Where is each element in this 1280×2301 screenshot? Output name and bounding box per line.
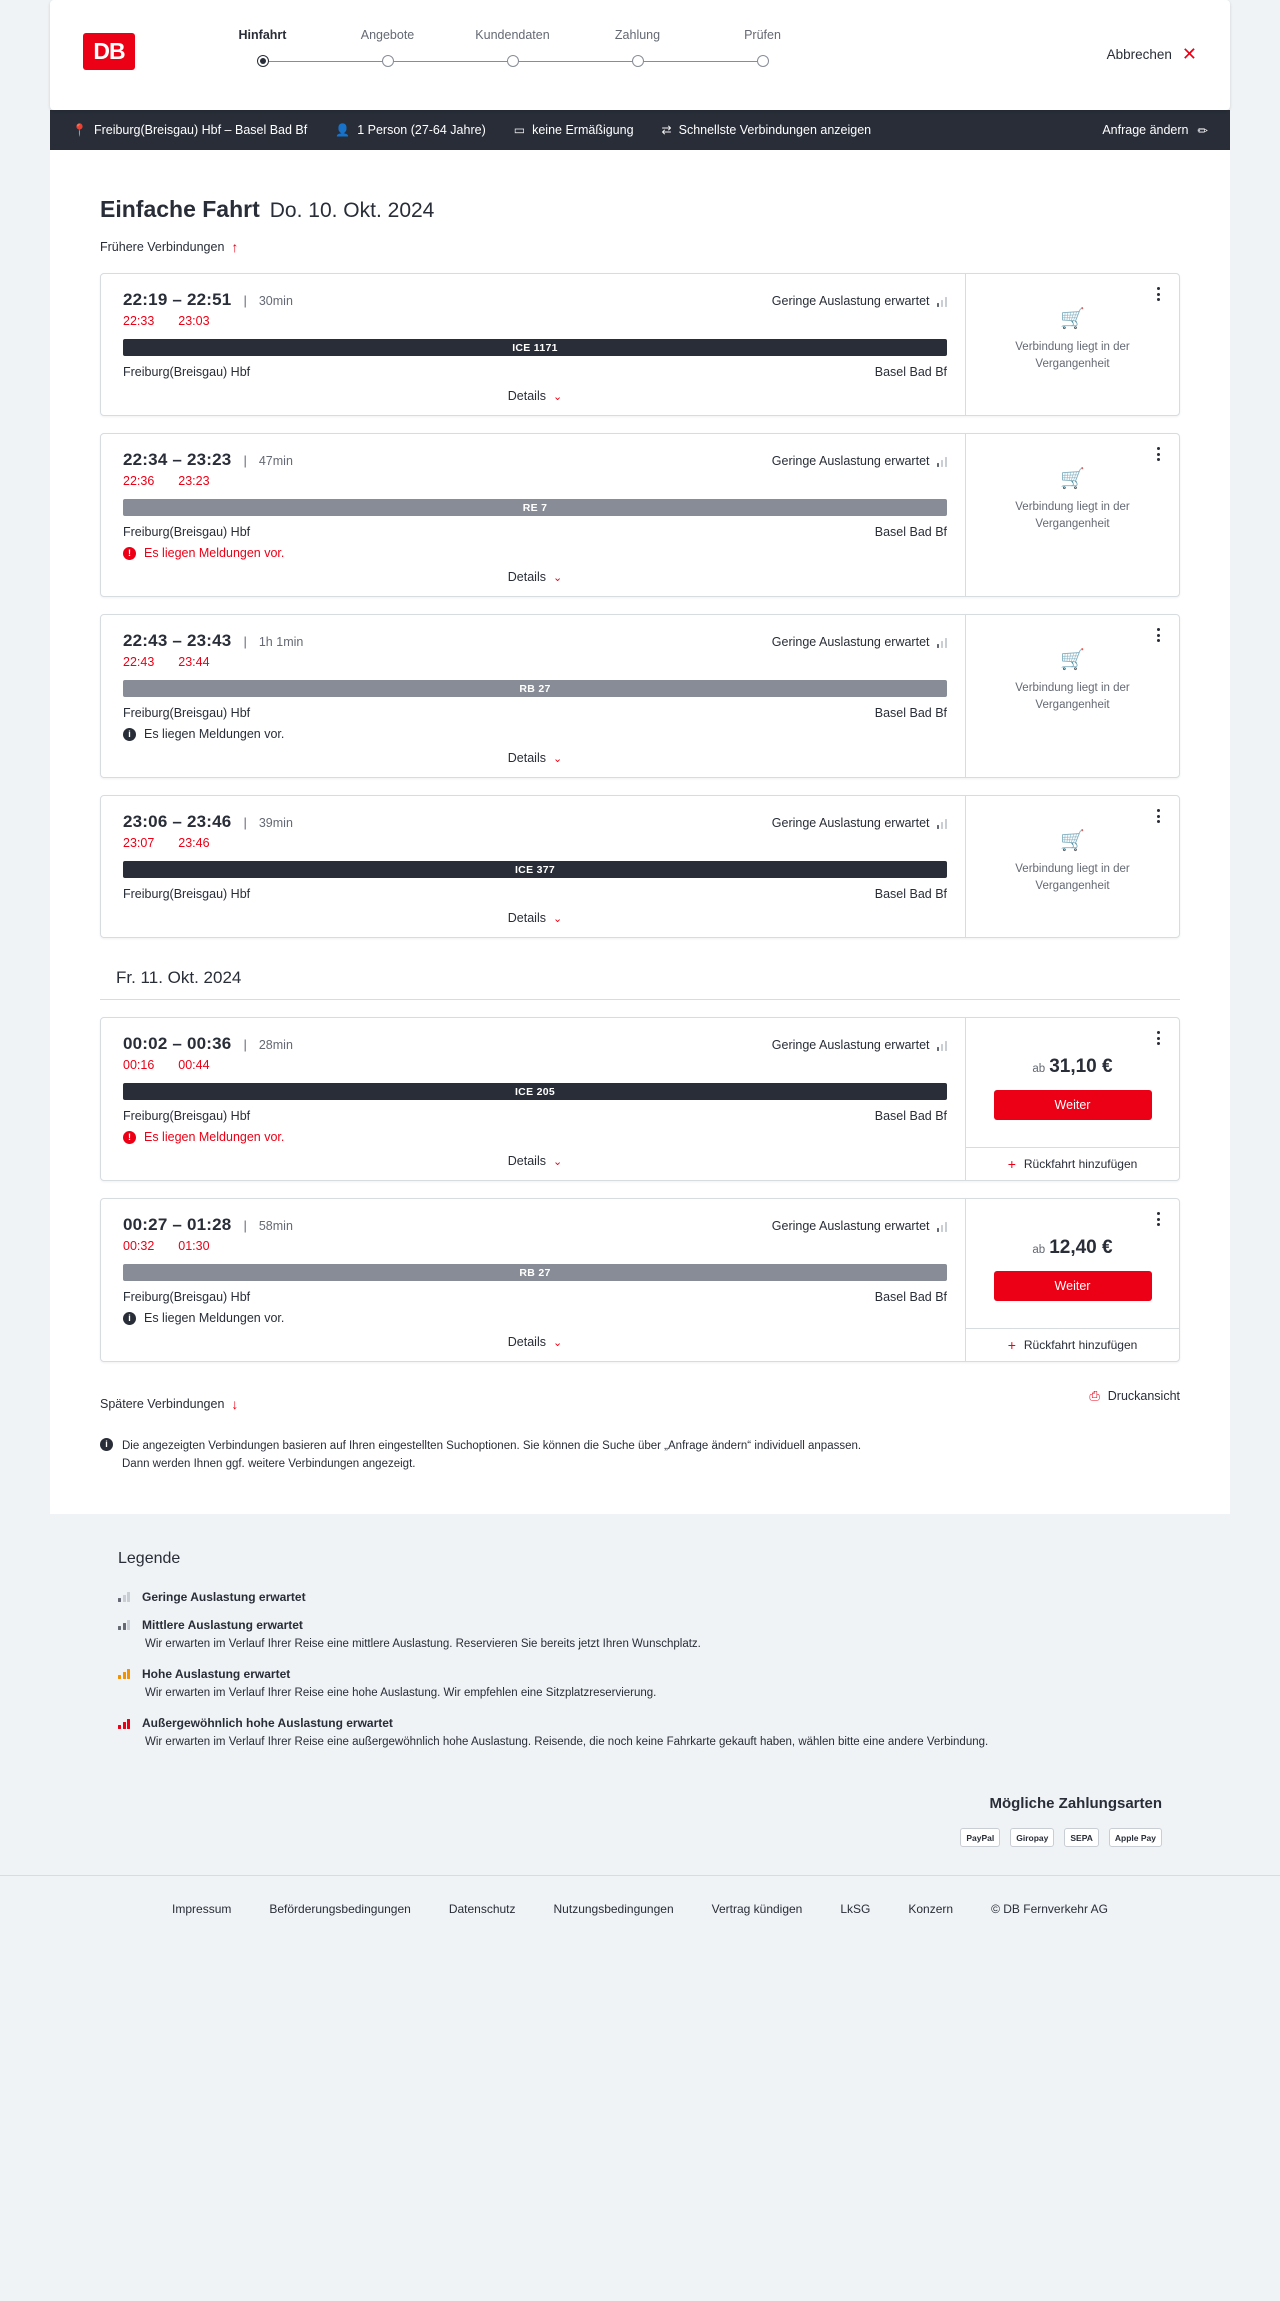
- price-value: ab 31,10 €: [1032, 1056, 1113, 1077]
- utilization-label: Geringe Auslastung erwartet: [771, 1219, 930, 1233]
- print-view-label: Druckansicht: [1107, 1389, 1180, 1403]
- utilization-label: Geringe Auslastung erwartet: [771, 1038, 930, 1052]
- later-connections-label: Spätere Verbindungen: [100, 1397, 225, 1411]
- realtime-departure: 00:32: [123, 1239, 155, 1253]
- past-connection-text: Verbindung liegt in der Vergangenheit: [1015, 682, 1130, 711]
- cart-disabled-icon: 🛒: [1060, 468, 1085, 490]
- step-dot-icon: [507, 55, 519, 67]
- connection-details: [101, 274, 965, 415]
- more-options-icon[interactable]: [1149, 444, 1167, 464]
- details-toggle[interactable]: [123, 911, 947, 927]
- close-icon: ✕: [1181, 44, 1197, 64]
- train-number-bar: ICE 377: [123, 861, 947, 878]
- connection-message: [123, 1311, 947, 1325]
- connection-times: 22:19 – 22:51: [123, 290, 232, 309]
- details-toggle[interactable]: [123, 1335, 947, 1351]
- pencil-icon: ✏: [1197, 123, 1208, 138]
- legend-section: [0, 1514, 1280, 1796]
- info-icon: i: [100, 1438, 113, 1451]
- card-icon: ▭: [513, 123, 526, 137]
- utilization-bars-icon: [937, 456, 948, 467]
- past-connection-text: Verbindung liegt in der Vergangenheit: [1015, 501, 1130, 530]
- connection-duration: 28min: [258, 1038, 293, 1052]
- realtime-departure: 00:16: [123, 1058, 155, 1072]
- connection-realtime: [123, 1058, 947, 1072]
- connection-message-text: Es liegen Meldungen vor.: [144, 727, 285, 741]
- add-return-label: Rückfahrt hinzufügen: [1023, 1338, 1138, 1352]
- more-options-icon[interactable]: [1149, 625, 1167, 645]
- more-options-icon[interactable]: [1149, 284, 1167, 304]
- details-label: Details: [507, 751, 546, 765]
- summary-sorting[interactable]: [662, 123, 872, 137]
- realtime-arrival: 23:46: [178, 836, 210, 850]
- utilization-label: Geringe Auslastung erwartet: [771, 294, 930, 308]
- day-separator: Fr. 11. Okt. 2024: [100, 968, 1180, 1000]
- results-section: [50, 150, 1230, 1514]
- connection-card[interactable]: [100, 1017, 1180, 1181]
- legend-item: [118, 1590, 1162, 1604]
- step-label: Zahlung: [614, 28, 661, 42]
- divider: |: [243, 1218, 247, 1233]
- connection-list-day1: [100, 273, 1180, 938]
- details-label: Details: [507, 1335, 546, 1349]
- connection-utilization: [772, 294, 947, 308]
- connection-booking-panel: [965, 615, 1179, 777]
- utilization-bars-icon: [118, 1619, 130, 1630]
- utilization-bars-icon: [937, 818, 948, 829]
- footer-link[interactable]: Vertrag kündigen: [711, 1902, 803, 1917]
- connection-duration: 47min: [258, 454, 293, 468]
- print-view-button[interactable]: [1089, 1388, 1180, 1404]
- connection-card[interactable]: [100, 1198, 1180, 1362]
- details-toggle[interactable]: [123, 570, 947, 586]
- connection-duration: 58min: [258, 1219, 293, 1233]
- utilization-label: Geringe Auslastung erwartet: [771, 635, 930, 649]
- arrow-down-icon: ↓: [231, 1396, 239, 1412]
- step-pruefen[interactable]: [700, 28, 825, 76]
- chevron-down-icon: ⌄: [553, 390, 563, 403]
- checkout-steps: [200, 28, 825, 76]
- connection-details: [101, 1199, 965, 1361]
- connection-booking-panel: [965, 1199, 1179, 1361]
- alert-icon: !: [123, 547, 136, 560]
- connection-booking-panel: [965, 434, 1179, 596]
- connection-realtime: [123, 314, 947, 328]
- summary-passengers-label: 1 Person (27-64 Jahre): [357, 123, 486, 137]
- page-title: [100, 150, 1180, 223]
- connection-message: [123, 546, 947, 560]
- connection-details: [101, 796, 965, 937]
- utilization-bars-icon: [118, 1668, 130, 1679]
- train-number-bar: RB 27: [123, 680, 947, 697]
- connection-times: 00:02 – 00:36: [123, 1034, 232, 1053]
- summary-route[interactable]: [72, 123, 307, 137]
- station-from: Freiburg(Breisgau) Hbf: [123, 525, 251, 539]
- utilization-bars-icon: [937, 637, 948, 648]
- app-header: [50, 0, 1230, 110]
- payment-icons: [118, 1828, 1162, 1847]
- station-to: Basel Bad Bf: [874, 1290, 947, 1304]
- legend-item: [118, 1716, 1162, 1751]
- connection-realtime: [123, 474, 947, 488]
- details-label: Details: [507, 389, 546, 403]
- utilization-bars-icon: [937, 296, 948, 307]
- legend-item-title: Geringe Auslastung erwartet: [142, 1589, 306, 1604]
- connection-utilization: [772, 1038, 947, 1052]
- legend-item-title: Hohe Auslastung erwartet: [142, 1666, 291, 1681]
- cart-disabled-icon: 🛒: [1060, 649, 1085, 671]
- connection-utilization: [772, 816, 947, 830]
- realtime-arrival: 23:03: [178, 314, 210, 328]
- realtime-arrival: 23:44: [178, 655, 210, 669]
- connection-utilization: [772, 1219, 947, 1233]
- station-from: Freiburg(Breisgau) Hbf: [123, 1290, 251, 1304]
- alert-icon: !: [123, 1131, 136, 1144]
- station-to: Basel Bad Bf: [874, 525, 947, 539]
- connection-list-day2: [100, 1017, 1180, 1362]
- summary-passengers[interactable]: [335, 123, 486, 137]
- step-angebote[interactable]: [325, 28, 450, 76]
- step-zahlung[interactable]: [575, 28, 700, 76]
- step-label: Angebote: [360, 28, 415, 42]
- connection-times: 23:06 – 23:46: [123, 812, 232, 831]
- connection-stations: [123, 365, 947, 379]
- connection-realtime: [123, 836, 947, 850]
- train-number-bar: ICE 205: [123, 1083, 947, 1100]
- swap-icon: ⇄: [661, 123, 672, 137]
- add-return-button[interactable]: [966, 1147, 1179, 1180]
- connection-duration: 30min: [258, 294, 293, 308]
- utilization-label: Geringe Auslastung erwartet: [771, 816, 930, 830]
- connection-stations: [123, 887, 947, 901]
- realtime-departure: 22:33: [123, 314, 155, 328]
- trip-date-label: Do. 10. Okt. 2024: [269, 199, 435, 222]
- realtime-departure: 23:07: [123, 836, 155, 850]
- cancel-label: Abbrechen: [1106, 46, 1172, 62]
- footer-link[interactable]: LkSG: [840, 1902, 871, 1917]
- step-hinfahrt[interactable]: [200, 28, 325, 76]
- connection-times: 22:34 – 23:23: [123, 450, 232, 469]
- connection-card[interactable]: [100, 614, 1180, 778]
- chevron-down-icon: ⌄: [553, 1336, 563, 1349]
- payment-method-icon: Apple Pay: [1109, 1828, 1162, 1847]
- search-summary-bar: [50, 110, 1230, 150]
- chevron-down-icon: ⌄: [553, 1155, 563, 1168]
- step-label: Hinfahrt: [238, 28, 287, 42]
- connection-duration: 39min: [258, 816, 293, 830]
- connection-details: [101, 615, 965, 777]
- legend-title: Legende: [118, 1549, 181, 1567]
- connection-card[interactable]: [100, 273, 1180, 416]
- step-label: Prüfen: [744, 28, 781, 42]
- payment-title: Mögliche Zahlungsarten: [989, 1795, 1162, 1813]
- details-toggle[interactable]: [123, 751, 947, 767]
- step-dot-icon: [257, 55, 269, 67]
- connection-message: [123, 1130, 947, 1144]
- continue-button[interactable]: Weiter: [994, 1090, 1152, 1120]
- step-dot-icon: [757, 55, 769, 67]
- footer-link[interactable]: Impressum: [172, 1902, 232, 1917]
- connection-details: [101, 434, 965, 596]
- divider: |: [243, 293, 247, 308]
- connection-times: 00:27 – 01:28: [123, 1215, 232, 1234]
- arrow-up-icon: ↑: [231, 239, 239, 255]
- legend-item-desc: Wir erwarten im Verlauf Ihrer Reise eine hohe Auslastung. Wir empfehlen eine Sitzplatzreservierung.: [145, 1686, 657, 1699]
- utilization-bars-icon: [937, 1221, 948, 1232]
- station-from: Freiburg(Breisgau) Hbf: [123, 706, 251, 720]
- more-options-icon[interactable]: [1149, 806, 1167, 826]
- details-label: Details: [507, 911, 546, 925]
- utilization-bars-icon: [118, 1718, 130, 1729]
- earlier-connections-button[interactable]: [100, 239, 238, 255]
- summary-discount-label: keine Ermäßigung: [532, 123, 634, 137]
- realtime-arrival: 01:30: [178, 1239, 210, 1253]
- step-label: Kundendaten: [475, 28, 550, 42]
- location-pin-icon: 📍: [72, 123, 87, 137]
- cart-disabled-icon: 🛒: [1060, 308, 1085, 330]
- more-options-icon[interactable]: [1149, 1028, 1167, 1048]
- legend-item-desc: Wir erwarten im Verlauf Ihrer Reise eine außergewöhnlich hohe Auslastung. Reisende, die noch keine Fahrkarte gekauft haben, wählen bitte eine andere Verbindung.: [145, 1736, 989, 1749]
- legend-item: [118, 1667, 1162, 1702]
- payment-method-icon: Giropay: [1010, 1828, 1054, 1847]
- page-footer: [0, 1875, 1280, 1950]
- connection-realtime: [123, 1239, 947, 1253]
- db-logo: DB: [83, 33, 135, 70]
- connection-card[interactable]: [100, 795, 1180, 938]
- station-to: Basel Bad Bf: [874, 365, 947, 379]
- legend-item-title: Mittlere Auslastung erwartet: [142, 1617, 303, 1632]
- continue-button[interactable]: Weiter: [994, 1271, 1152, 1301]
- chevron-down-icon: ⌄: [553, 912, 563, 925]
- more-options-icon[interactable]: [1149, 1209, 1167, 1229]
- realtime-departure: 22:43: [123, 655, 155, 669]
- past-connection-text: Verbindung liegt in der Vergangenheit: [1015, 863, 1130, 892]
- footer-links: [50, 1902, 1230, 1916]
- station-to: Basel Bad Bf: [874, 1109, 947, 1123]
- train-number-bar: ICE 1171: [123, 339, 947, 356]
- legend-list: [118, 1590, 1162, 1752]
- footer-link[interactable]: Datenschutz: [448, 1902, 516, 1917]
- step-kundendaten[interactable]: [450, 28, 575, 76]
- divider: |: [243, 453, 247, 468]
- info-icon: i: [123, 1312, 136, 1325]
- connection-times: 22:43 – 23:43: [123, 631, 232, 650]
- details-label: Details: [507, 1154, 546, 1168]
- step-dot-icon: [382, 55, 394, 67]
- footer-link[interactable]: Nutzungsbedingungen: [553, 1902, 674, 1917]
- divider: |: [243, 1037, 247, 1052]
- trip-type-label: Einfache Fahrt: [100, 196, 260, 222]
- station-from: Freiburg(Breisgau) Hbf: [123, 365, 251, 379]
- footer-copyright: © DB Fernverkehr AG: [991, 1902, 1108, 1917]
- earlier-connections-label: Frühere Verbindungen: [100, 240, 225, 254]
- realtime-departure: 22:36: [123, 474, 155, 488]
- footer-link[interactable]: Konzern: [908, 1902, 954, 1917]
- printer-icon: ⎙: [1089, 1388, 1100, 1403]
- plus-icon: +: [1007, 1337, 1016, 1353]
- details-toggle[interactable]: [123, 389, 947, 405]
- payment-method-icon: SEPA: [1064, 1828, 1099, 1847]
- past-connection-text: Verbindung liegt in der Vergangenheit: [1015, 341, 1130, 370]
- details-label: Details: [507, 570, 546, 584]
- add-return-label: Rückfahrt hinzufügen: [1023, 1157, 1138, 1171]
- add-return-button[interactable]: [966, 1328, 1179, 1361]
- divider: |: [243, 634, 247, 649]
- chevron-down-icon: ⌄: [553, 571, 563, 584]
- connection-duration: 1h 1min: [258, 635, 304, 649]
- summary-sorting-label: Schnellste Verbindungen anzeigen: [678, 123, 872, 137]
- station-to: Basel Bad Bf: [874, 706, 947, 720]
- footer-link[interactable]: Beförderungsbedingungen: [269, 1902, 411, 1917]
- search-note-text: Die angezeigten Verbindungen basieren auf Ihren eingestellten Suchoptionen. Sie können die Suche über „Anfrage ändern“ individuell anpassen. Dann werden Ihnen ggf. weitere Verbindungen angezeigt.: [122, 1440, 862, 1470]
- station-from: Freiburg(Breisgau) Hbf: [123, 887, 251, 901]
- legend-item: [118, 1618, 1162, 1653]
- station-from: Freiburg(Breisgau) Hbf: [123, 1109, 251, 1123]
- connection-stations: [123, 1290, 947, 1304]
- connection-message-text: Es liegen Meldungen vor.: [144, 546, 285, 560]
- info-icon: i: [123, 728, 136, 741]
- legend-item-desc: Wir erwarten im Verlauf Ihrer Reise eine mittlere Auslastung. Reservieren Sie bereits jetzt Ihren Wunschplatz.: [145, 1637, 701, 1650]
- plus-icon: +: [1007, 1156, 1016, 1172]
- realtime-arrival: 23:23: [178, 474, 210, 488]
- cancel-button[interactable]: [1107, 45, 1197, 63]
- details-toggle[interactable]: [123, 1154, 947, 1170]
- utilization-bars-icon: [937, 1040, 948, 1051]
- summary-route-label: Freiburg(Breisgau) Hbf – Basel Bad Bf: [93, 123, 308, 137]
- connection-message-text: Es liegen Meldungen vor.: [144, 1130, 285, 1144]
- summary-discount[interactable]: [514, 123, 634, 137]
- person-icon: 👤: [335, 123, 351, 137]
- connection-booking-panel: [965, 796, 1179, 937]
- connection-booking-panel: [965, 1018, 1179, 1180]
- connection-stations: [123, 706, 947, 720]
- station-to: Basel Bad Bf: [874, 887, 947, 901]
- connection-card[interactable]: [100, 433, 1180, 597]
- connection-message: [123, 727, 947, 741]
- change-request-button[interactable]: [1102, 123, 1208, 138]
- divider: |: [243, 815, 247, 830]
- connection-stations: [123, 1109, 947, 1123]
- connection-utilization: [772, 454, 947, 468]
- chevron-down-icon: ⌄: [553, 752, 563, 765]
- utilization-bars-icon: [118, 1591, 130, 1602]
- later-connections-button[interactable]: [100, 1396, 238, 1412]
- legend-item-title: Außergewöhnlich hohe Auslastung erwartet: [142, 1716, 393, 1731]
- payment-method-icon: PayPal: [960, 1828, 1000, 1847]
- train-number-bar: RB 27: [123, 1264, 947, 1281]
- payment-section: [0, 1795, 1280, 1875]
- train-number-bar: RE 7: [123, 499, 947, 516]
- cart-disabled-icon: 🛒: [1060, 830, 1085, 852]
- change-request-label: Anfrage ändern: [1102, 123, 1189, 137]
- price-value: ab 12,40 €: [1032, 1237, 1113, 1258]
- connection-booking-panel: [965, 274, 1179, 415]
- connection-message-text: Es liegen Meldungen vor.: [144, 1311, 285, 1325]
- utilization-label: Geringe Auslastung erwartet: [771, 454, 930, 468]
- connection-realtime: [123, 655, 947, 669]
- realtime-arrival: 00:44: [178, 1058, 210, 1072]
- search-note: [100, 1438, 880, 1474]
- connection-details: [101, 1018, 965, 1180]
- step-dot-icon: [632, 55, 644, 67]
- connection-stations: [123, 525, 947, 539]
- connection-utilization: [772, 635, 947, 649]
